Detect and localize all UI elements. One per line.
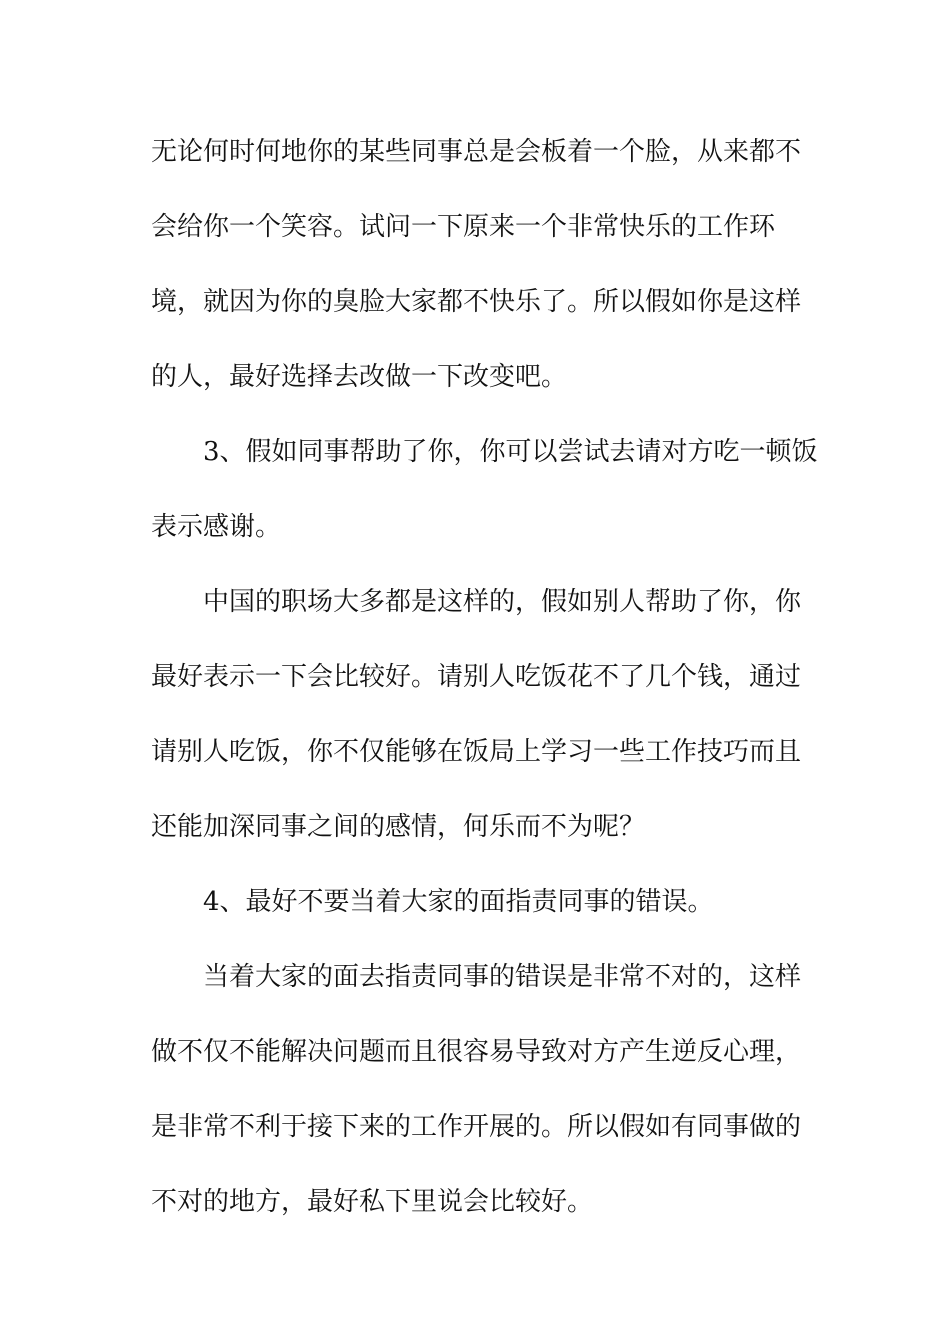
paragraph-start: 中国的职场大多都是这样的，假如别人帮助了你，你 <box>203 587 802 617</box>
section-heading-4: 4、最好不要当着大家的面指责同事的错误。 <box>203 887 714 917</box>
text-line: 的人，最好选择去改做一下改变吧。 <box>151 362 568 392</box>
text-line: 是非常不利于接下来的工作开展的。所以假如有同事做的 <box>151 1112 802 1142</box>
paragraph-start: 当着大家的面去指责同事的错误是非常不对的，这样 <box>203 962 802 992</box>
text-line: 会给你一个笑容。试问一下原来一个非常快乐的工作环 <box>151 212 776 242</box>
text-line: 还能加深同事之间的感情，何乐而不为呢？ <box>151 812 646 842</box>
text-line: 境，就因为你的臭脸大家都不快乐了。所以假如你是这样 <box>151 287 802 317</box>
text-line: 请别人吃饭，你不仅能够在饭局上学习一些工作技巧而且 <box>151 737 802 767</box>
text-line: 不对的地方，最好私下里说会比较好。 <box>151 1187 594 1217</box>
text-line: 无论何时何地你的某些同事总是会板着一个脸，从来都不 <box>151 137 802 167</box>
document-body <box>151 126 818 1251</box>
text-line: 表示感谢。 <box>151 512 282 542</box>
text-line: 做不仅不能解决问题而且很容易导致对方产生逆反心理， <box>151 1037 802 1067</box>
text-line: 最好表示一下会比较好。请别人吃饭花不了几个钱，通过 <box>151 662 802 692</box>
section-heading-3: 3、假如同事帮助了你，你可以尝试去请对方吃一顿饭 <box>203 437 818 467</box>
